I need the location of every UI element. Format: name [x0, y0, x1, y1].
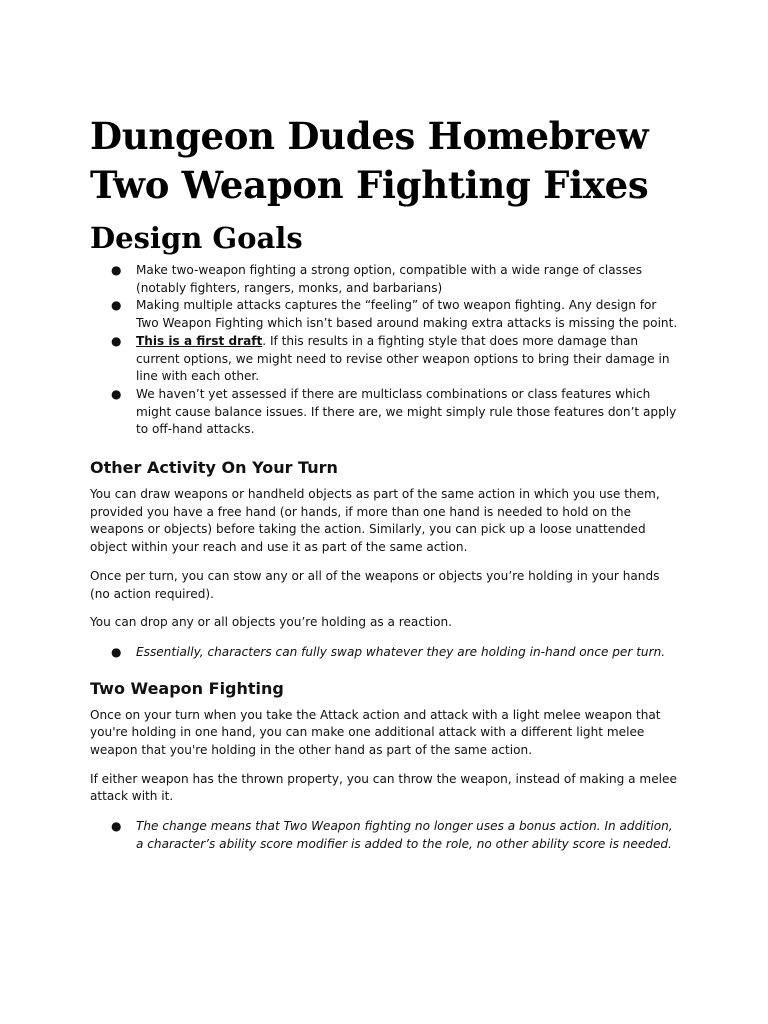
other-activity-notes — [90, 644, 680, 662]
bullet-icon: ● — [111, 819, 122, 834]
list-item — [90, 386, 680, 439]
document-title — [90, 112, 680, 210]
bullet-icon: ● — [111, 333, 122, 348]
other-activity-heading: Other Activity On Your Turn — [90, 458, 338, 478]
list-item — [90, 262, 680, 297]
list-item-text: We haven’t yet assessed if there are multiclass combinations or class features which might cause balance issues. If there are, we might simply rule those features don’t apply to off-hand attacks. — [136, 386, 677, 437]
list-item — [90, 297, 680, 332]
bullet-icon: ● — [111, 386, 122, 401]
list-item-text: . If this results in a fighting style that does more damage than current options, we might need to revise other weapon options to bring their damage in line with each other. — [136, 333, 670, 384]
first-draft-emphasis: This is a first draft — [136, 333, 263, 348]
design-goals-list — [90, 262, 680, 439]
bullet-icon: ● — [111, 263, 122, 277]
bullet-icon: ● — [111, 298, 122, 313]
list-item — [90, 333, 680, 386]
list-item-text: Make two-weapon fighting a strong option, compatible with a wide range of classes (notably fighters, rangers, monks, and barbarians) — [136, 263, 643, 295]
list-item-text: Making multiple attacks captures the “feeling” of two weapon fighting. Any design for Two Weapon Fighting which isn’t based around making extra attacks is missing the point. — [136, 298, 678, 331]
paragraph: If either weapon has the thrown property, you can throw the weapon, instead of making a melee attack with it. — [90, 771, 677, 804]
title-line-1: Dungeon Dudes Homebrew — [90, 114, 649, 158]
document-content — [90, 112, 680, 854]
title-line-2: Two Weapon Fighting Fixes — [90, 163, 649, 207]
paragraph: You can drop any or all objects you’re holding as a reaction. — [90, 615, 452, 630]
paragraph: You can draw weapons or handheld objects as part of the same action in which you use them, provided you have a free hand (or hands, if more than one hand is needed to hold on the weapons or objects) before taking the action. Similarly, you can pick up a loose unattended object within your reach and use it as part of the same action. — [90, 487, 660, 555]
paragraph: Once per turn, you can stow any or all of the weapons or objects you’re holding in your hands (no action required). — [90, 568, 660, 601]
list-item — [90, 818, 680, 853]
two-weapon-notes — [90, 818, 680, 853]
note-text: The change means that Two Weapon fighting no longer uses a bonus action. In addition, a character’s ability score modifier is added to the role, no other ability score is needed. — [136, 819, 673, 851]
note-text: Essentially, characters can fully swap whatever they are holding in-hand once per turn. — [136, 644, 666, 659]
paragraph: Once on your turn when you take the Attack action and attack with a light melee weapon that you're holding in one hand, you can make one additional attack with a different light melee weapon that you're holding in the other hand as part of the same action. — [90, 707, 661, 758]
list-item — [90, 644, 680, 662]
two-weapon-heading: Two Weapon Fighting — [90, 678, 284, 698]
bullet-icon: ● — [111, 644, 122, 659]
design-goals-heading: Design Goals — [90, 221, 303, 255]
